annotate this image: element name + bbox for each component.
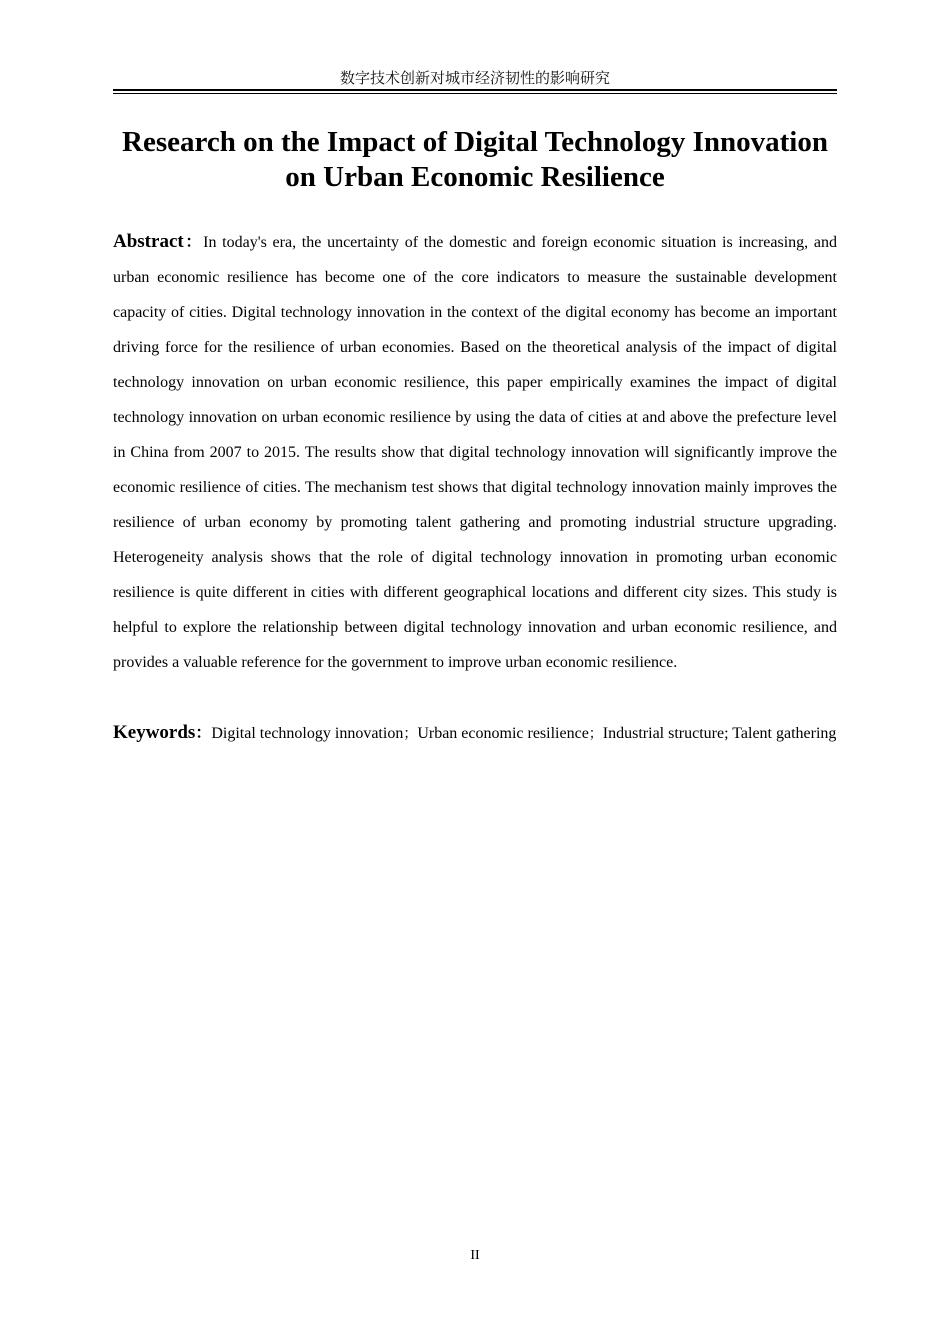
keywords-paragraph	[113, 715, 837, 752]
abstract-label: Abstract	[113, 231, 184, 252]
header-rule	[113, 89, 837, 94]
abstract-text: In today's era, the uncertainty of the domestic and foreign economic situation is increasing, and urban economic resilience has become one of the core indicators to measure the sustainable development capacity of cities. Digital technology innovation in the context of the digital economy has become an important driving force for the resilience of urban economies. Based on the theoretical analysis of the impact of digital technology innovation on urban economic resilience, this paper empirically examines the impact of digital technology innovation on urban economic resilience by using the data of cities at and above the prefecture level in China from 2007 to 2015. The results show that digital technology innovation will significantly improve the economic resilience of cities. The mechanism test shows that digital technology innovation mainly improves the resilience of urban economy by promoting talent gathering and promoting industrial structure upgrading. Heterogeneity analysis shows that the role of digital technology innovation in promoting urban economic resilience is quite different in cities with different geographical locations and different city sizes. This study is helpful to explore the relationship between digital technology innovation and urban economic resilience, and provides a valuable reference for the government to improve urban economic resilience.	[113, 234, 837, 671]
title-line-1: Research on the Impact of Digital Technology Innovation	[122, 126, 828, 158]
title-line-2: on Urban Economic Resilience	[285, 161, 665, 193]
keyword-item: Industrial structure; Talent gathering	[602, 725, 837, 742]
running-header: 数字技术创新对城市经济韧性的影响研究	[339, 69, 610, 87]
page-number: II	[470, 1248, 480, 1263]
paper-title	[113, 125, 837, 195]
abstract-label-colon: ：	[183, 232, 204, 251]
keywords-label-colon: ：	[195, 723, 212, 742]
keyword-separator: ；	[588, 726, 603, 742]
keywords-label: Keywords	[113, 722, 196, 743]
keyword-item: Urban economic resilience	[417, 725, 589, 742]
abstract-paragraph	[113, 224, 837, 680]
keyword-separator: ；	[403, 726, 418, 742]
keyword-item: Digital technology innovation	[211, 725, 404, 742]
